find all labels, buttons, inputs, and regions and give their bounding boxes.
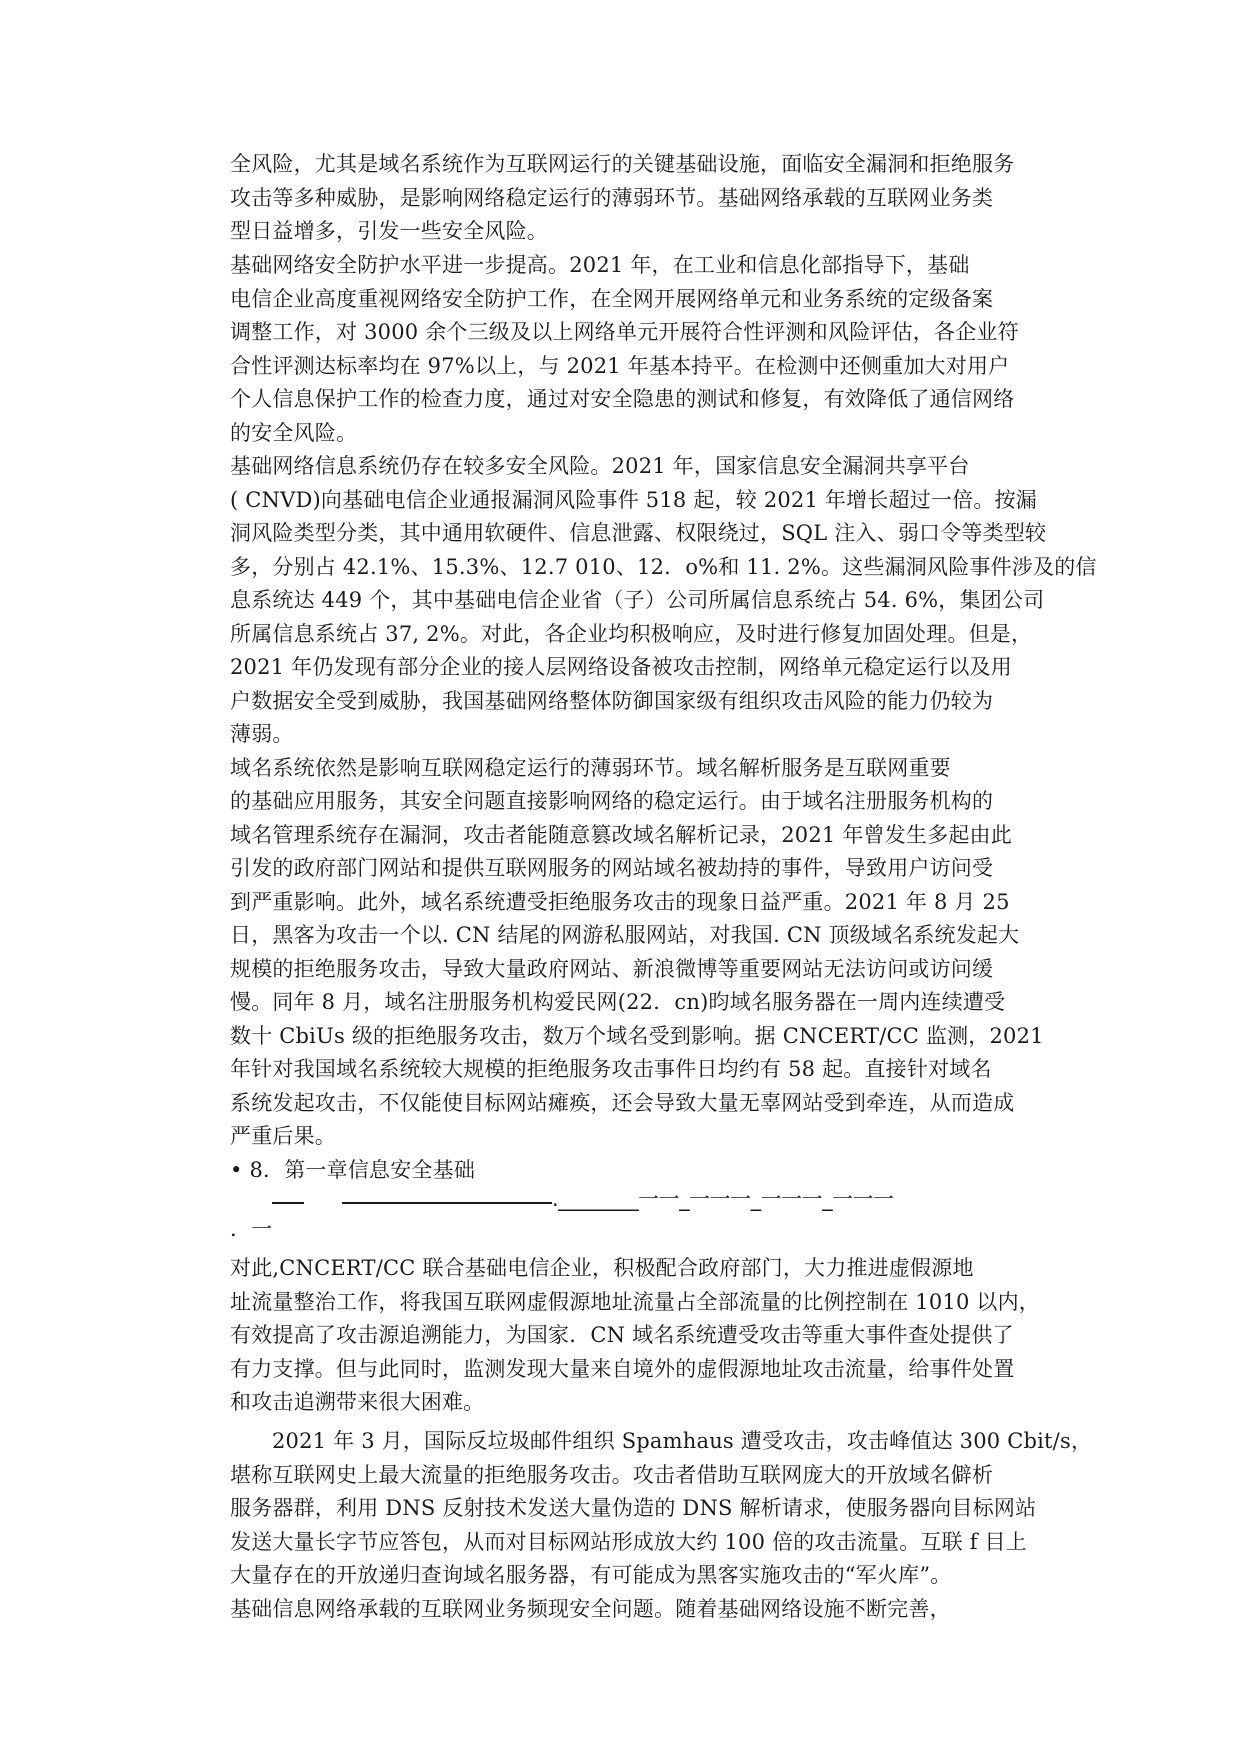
text-line: 2021 年仍发现有部分企业的接人层网络设备被攻击控制，网络单元稳定运行以及用 — [230, 655, 1012, 679]
text-line: 有效提高了攻击源追溯能力，为国家．CN 域名系统遭受攻击等重大事件查处提供了 — [230, 1323, 1014, 1347]
text-line: 基础网络信息系统仍存在较多安全风险。2021 年，国家信息安全漏洞共享平台 — [230, 454, 970, 478]
text-line: 严重后果。 — [230, 1124, 336, 1148]
text-line: 型日益增多，引发一些安全风险。 — [230, 219, 548, 243]
text-line: 服务器群，利用 DNS 反射技术发送大量伪造的 DNS 解析请求，使服务器向目标网站 — [230, 1496, 1037, 1520]
text-line: 多，分别占 42.1%、15.3%、12.7 010、12．o%和 11. 2%。这些漏洞风险事件涉及的信 — [230, 555, 1097, 579]
text-line: 个人信息保护工作的检查力度，通过对安全隐患的测试和修复，有效降低了通信网络 — [230, 387, 1015, 411]
text-line: 薄弱。 — [230, 722, 294, 746]
rule-segment — [272, 1184, 304, 1204]
text-line: 规模的拒绝服务攻击，导致大量政府网站、新浪微博等重要网站无法访问或访问缓 — [230, 957, 994, 981]
text-line: 息系统达 449 个，其中基础电信企业省（子）公司所属信息系统占 54. 6%，集团公司 — [230, 588, 1045, 612]
text-line: 基础网络安全防护水平进一步提高。2021 年，在工业和信息化部指导下，基础 — [230, 253, 970, 277]
text-line: 发送大量长字节应答包，从而对目标网站形成放大约 100 倍的攻击流量。互联 f 目上 — [230, 1530, 1027, 1554]
text-line: 洞风险类型分类，其中通用软硬件、信息泄露、权限绕过，SQL 注入、弱口令等类型较 — [230, 521, 1047, 545]
text-line: 全风险，尤其是域名系统作为互联网运行的关键基础设施，面临安全漏洞和拒绝服务 — [230, 152, 1015, 176]
text-line: 堪称互联网史上最大流量的拒绝服务攻击。攻击者借助互联网庞大的开放域名僻析 — [230, 1463, 994, 1487]
text-line: 日，黑客为攻击一个以. CN 结尾的网游私服网站，对我国. CN 顶级域名系统发起大 — [230, 923, 1020, 947]
text-line: 的基础应用服务，其安全问题直接影响网络的稳定运行。由于域名注册服务机构的 — [230, 789, 994, 813]
text-line: 引发的政府部门网站和提供互联网服务的网站域名被劫持的事件，导致用户访问受 — [230, 856, 994, 880]
text-line: 合性评测达标率均在 97%以上，与 2021 年基本持平。在检测中还侧重加大对用户 — [230, 354, 1010, 378]
text-line: 的安全风险。 — [230, 421, 358, 445]
text-line: 2021 年 3 月，国际反垃圾邮件组织 Spamhaus 遭受攻击，攻击峰值达 300 Cbit/s， — [272, 1429, 1093, 1453]
page-footer-label: • 8．第一章信息安全基础 — [230, 1158, 476, 1182]
text-line: 攻击等多种威胁，是影响网络稳定运行的薄弱环节。基础网络承载的互联网业务类 — [230, 186, 994, 210]
text-line: 年针对我国域名系统较大规模的拒绝服务攻击事件日均约有 58 起。直接针对域名 — [230, 1057, 992, 1081]
text-line: 慢。同年 8 月，域名注册服务机构爱民网(22．cn)昀域名服务器在一周内连续遭受 — [230, 990, 1006, 1014]
text-line: 域名系统依然是影响互联网稳定运行的薄弱环节。域名解析服务是互联网重要 — [230, 756, 951, 780]
text-line: 和攻击追溯带来很大困难。 — [230, 1390, 485, 1414]
text-line: 到严重影响。此外，域名系统遭受拒绝服务攻击的现象日益严重。2021 年 8 月 25 — [230, 890, 1010, 914]
rule-segment — [342, 1184, 552, 1204]
rule-dashes: .________一一_一一一_一一一_一一一 — [552, 1187, 894, 1211]
text-line: ( CNVD)向基础电信企业通报漏洞风险事件 518 起，较 2021 年增长超过一倍。按漏 — [230, 488, 1037, 512]
text-line: 户数据安全受到威胁，我国基础网络整体防御国家级有组织攻击风险的能力仍较为 — [230, 689, 994, 713]
text-line: 调整工作，对 3000 余个三级及以上网络单元开展符合性评测和风险评估，各企业符 — [230, 320, 1019, 344]
text-line: 电信企业高度重视网络安全防护工作，在全网开展网络单元和业务系统的定级备案 — [230, 287, 994, 311]
text-line: 系统发起攻击，不仅能使目标网站瘫痪，还会导致大量无辜网站受到牵连，从而造成 — [230, 1091, 1015, 1115]
text-line: 基础信息网络承载的互联网业务频现安全问题。随着基础网络设施不断完善， — [230, 1597, 951, 1621]
text-line: 对此,CNCERT/CC 联合基础电信企业，积极配合政府部门，大力推进虚假源地 — [230, 1256, 974, 1280]
text-line: 有力支撑。但与此同时，监测发现大量来自境外的虚假源地址攻击流量，给事件处置 — [230, 1357, 1015, 1381]
text-line: 大量存在的开放递归查询域名服务器，有可能成为黑客实施攻击的“军火库”。 — [230, 1563, 952, 1587]
text-line: 数十 CbiUs 级的拒绝服务攻击，数万个域名受到影响。据 CNCERT/CC 监测，2021 — [230, 1024, 1044, 1048]
text-line: 域名管理系统存在漏洞，攻击者能随意篡改域名解析记录，2021 年曾发生多起由此 — [230, 823, 1012, 847]
scan-mark: ．一 — [230, 1217, 273, 1241]
text-line: 所属信息系统占 37, 2%。对此，各企业均积极响应，及时进行修复加固处理。但是， — [230, 622, 1033, 646]
scan-rule-line — [272, 1184, 894, 1218]
text-line: 址流量整治工作，将我国互联网虚假源地址流量占全部流量的比例控制在 1010 以内， — [230, 1290, 1040, 1314]
